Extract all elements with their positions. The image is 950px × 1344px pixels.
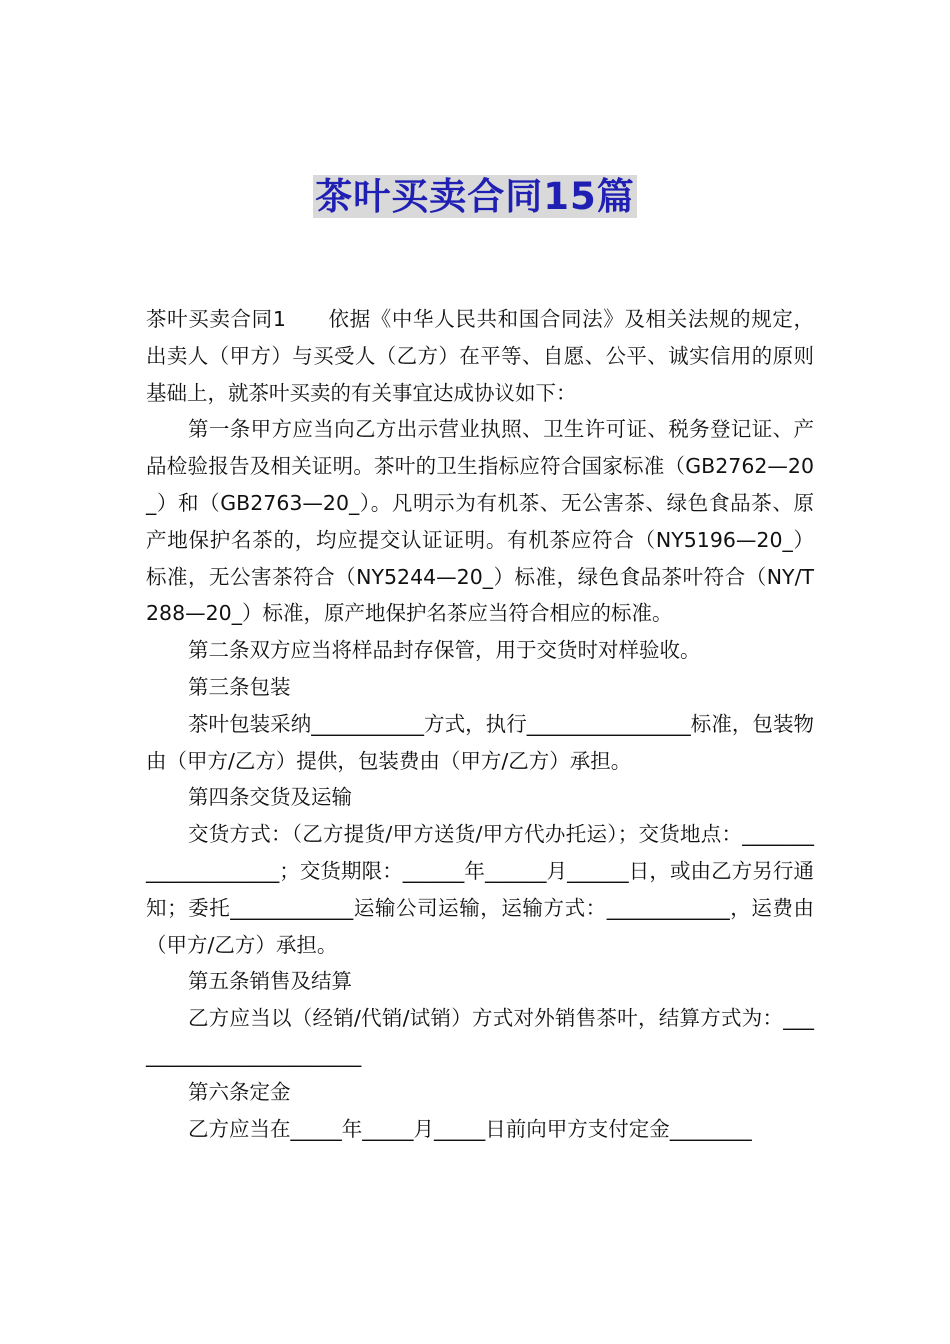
document-title [0, 172, 950, 222]
document-body [146, 301, 814, 1147]
heading-article-3: 第三条包装 [188, 674, 291, 699]
heading-article-4: 第四条交货及运输 [188, 785, 352, 810]
contract-heading: 茶叶买卖合同1 [146, 307, 286, 331]
paragraph-text: 依据《中华人民共和国合同法》及相关法规的规定，出卖人（甲方）与买受人（乙方）在平等、自愿、公平、诚实信用的原则基础上，就茶叶买卖的有关事宜达成协议如下： [146, 307, 815, 405]
paragraph-packaging: 茶叶包装采纳___________方式，执行________________标准，包装物由（甲方/乙方）提供，包装费由（甲方/乙方）承担。 [146, 711, 814, 773]
document-title-text: 茶叶买卖合同15篇 [315, 175, 635, 218]
paragraph-intro [146, 301, 814, 411]
heading-article-6: 第六条定金 [188, 1079, 291, 1104]
heading-article-5: 第五条销售及结算 [188, 969, 352, 994]
paragraph-article-2: 第二条双方应当将样品封存保管，用于交货时对样验收。 [188, 638, 701, 663]
paragraph-sales: 乙方应当以（经销/代销/试销）方式对外销售茶叶，结算方式为：________________________ [146, 1006, 814, 1067]
paragraph-deposit: 乙方应当在_____年_____月_____日前向甲方支付定金________ [188, 1116, 752, 1141]
paragraph-article-1: 第一条甲方应当向乙方出示营业执照、卫生许可证、税务登记证、产品检验报告及相关证明。茶叶的卫生指标应符合国家标准（GB2762—20_）和（GB2763—20_）。凡明示为有机茶、无公害茶、绿色食品茶、原产地保护名茶的，均应提交认证证明。有机茶应符合（NY5196—20_）标准，无公害茶符合（NY5244—20_）标准，绿色食品茶叶符合（NY/T288—20_）标准，原产地保护名茶应当符合相应的标准。 [146, 417, 814, 626]
paragraph-delivery: 交货方式：（乙方提货/甲方送货/甲方代办托运）；交货地点：____________________；交货期限：______年______月______日，或由乙方另行通知；委托____________运输公司运输，运输方式：____________，运费由（甲方/乙方）承担。 [146, 822, 814, 957]
